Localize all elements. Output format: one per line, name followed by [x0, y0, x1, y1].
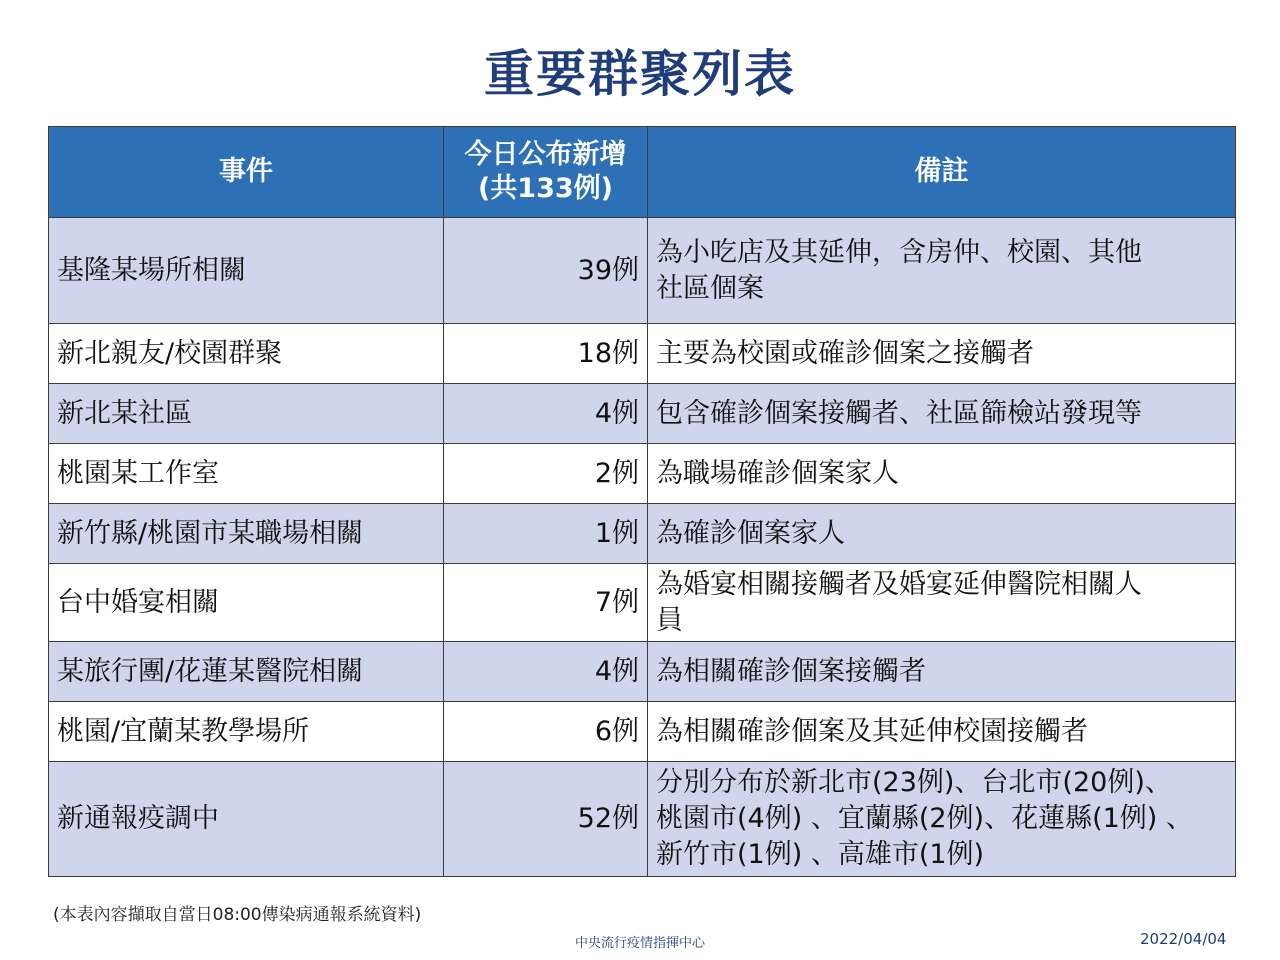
note-line: 為婚宴相關接觸者及婚宴延伸醫院相關人 — [656, 568, 1142, 600]
table-header-row — [49, 127, 1236, 218]
table-row — [49, 702, 1236, 762]
note-line: 社區個案 — [656, 272, 764, 304]
note-line: 為相關確診個案及其延伸校園接觸者 — [656, 715, 1088, 747]
table-row — [49, 444, 1236, 504]
header-count-line1: 今日公布新增 — [464, 139, 627, 170]
table-row — [49, 384, 1236, 444]
source-label: 中央流行疫情指揮中心 — [574, 936, 705, 951]
note-line: 分別分布於新北市(23例)、台北市(20例)、 — [656, 767, 1172, 798]
cell-count: 6例 — [444, 702, 648, 762]
cell-note — [648, 762, 1236, 877]
cell-note — [648, 218, 1236, 324]
header-count-line2: (共133例) — [477, 173, 614, 204]
cell-note — [648, 504, 1236, 564]
cell-event: 新北某社區 — [49, 384, 444, 444]
cell-note — [648, 702, 1236, 762]
header-event: 事件 — [49, 127, 444, 218]
note-line: 主要為校園或確診個案之接觸者 — [656, 337, 1034, 369]
cell-note — [648, 444, 1236, 504]
cell-event: 新通報疫調中 — [49, 762, 444, 877]
cell-count: 4例 — [444, 642, 648, 702]
cell-count: 2例 — [444, 444, 648, 504]
cell-event: 新北親友/校園群聚 — [49, 324, 444, 384]
table-row — [49, 504, 1236, 564]
page-title: 重要群聚列表 — [484, 45, 796, 103]
cell-note — [648, 384, 1236, 444]
note-line: 為確診個案家人 — [656, 517, 845, 549]
note-line: 桃園市(4例) 、宜蘭縣(2例)、花蓮縣(1例) 、 — [656, 803, 1193, 834]
table-row — [49, 642, 1236, 702]
cell-count: 1例 — [444, 504, 648, 564]
cell-event: 基隆某場所相關 — [49, 218, 444, 324]
date-label: 2022/04/04 — [1140, 930, 1227, 948]
note-line: 員 — [656, 604, 683, 636]
cell-event: 桃園/宜蘭某教學場所 — [49, 702, 444, 762]
note-line: 新竹市(1例) 、高雄市(1例) — [656, 839, 985, 870]
table-row — [49, 324, 1236, 384]
cell-count: 7例 — [444, 564, 648, 642]
cell-note — [648, 564, 1236, 642]
footnote: (本表內容擷取自當日08:00傳染病通報系統資料) — [53, 905, 422, 925]
note-line: 為小吃店及其延伸，含房仲、校園、其他 — [656, 236, 1142, 268]
table-row — [49, 762, 1236, 877]
cell-count: 52例 — [444, 762, 648, 877]
table-row — [49, 564, 1236, 642]
note-line: 為相關確診個案接觸者 — [656, 655, 926, 687]
header-count — [444, 127, 648, 218]
cell-event: 桃園某工作室 — [49, 444, 444, 504]
cell-count: 4例 — [444, 384, 648, 444]
cell-event: 某旅行團/花蓮某醫院相關 — [49, 642, 444, 702]
cell-count: 39例 — [444, 218, 648, 324]
note-line: 為職場確診個案家人 — [656, 457, 899, 489]
cell-note — [648, 642, 1236, 702]
header-note: 備註 — [648, 127, 1236, 218]
cell-event: 台中婚宴相關 — [49, 564, 444, 642]
cell-count: 18例 — [444, 324, 648, 384]
cluster-table — [48, 126, 1236, 877]
cell-event: 新竹縣/桃園市某職場相關 — [49, 504, 444, 564]
note-line: 包含確診個案接觸者、社區篩檢站發現等 — [656, 397, 1142, 429]
cell-note — [648, 324, 1236, 384]
table-row — [49, 218, 1236, 324]
